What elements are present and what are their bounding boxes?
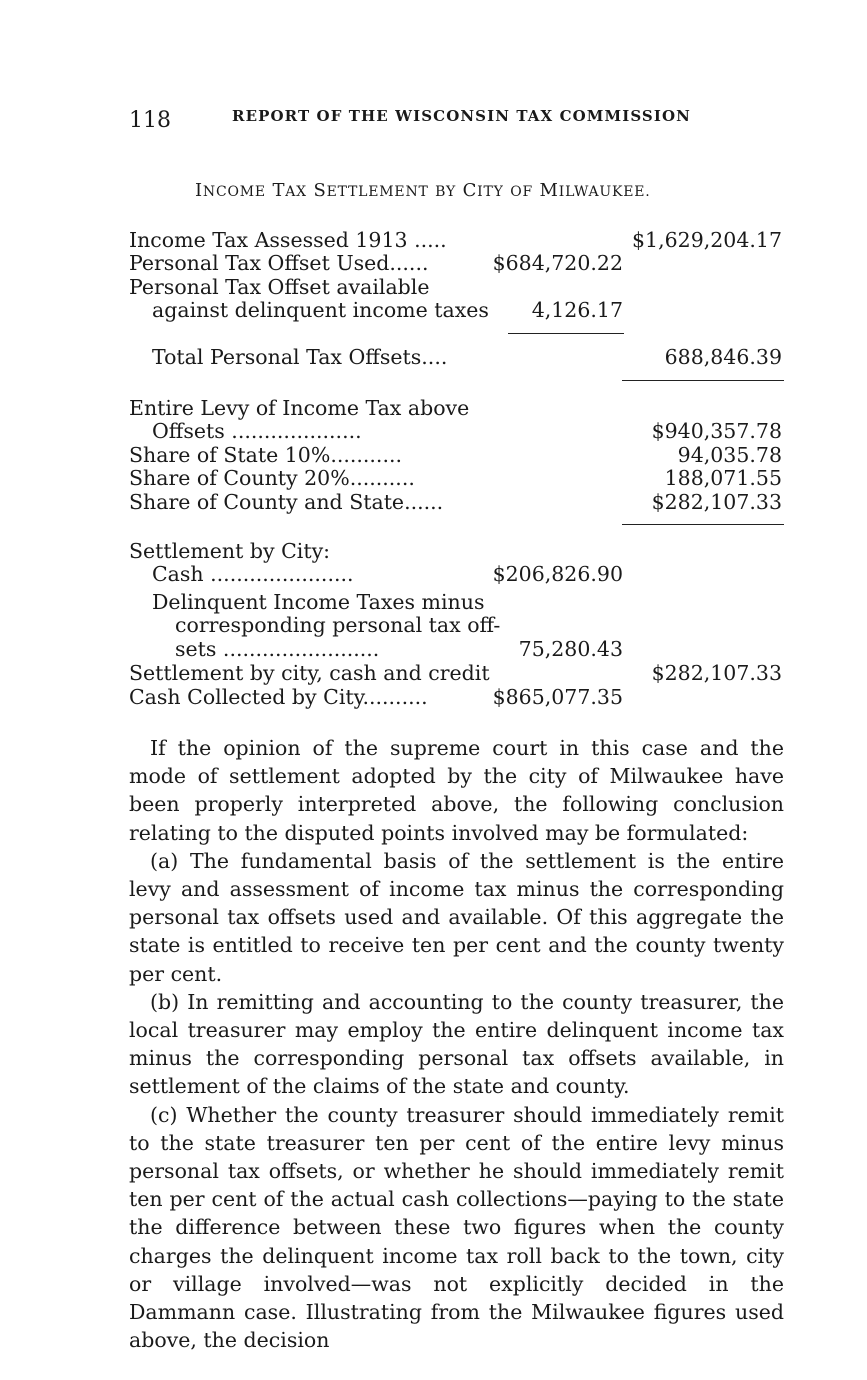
title-word: M <box>539 180 559 201</box>
title-word: ITY <box>477 184 504 200</box>
row-total: 94,035.78 <box>677 443 782 467</box>
title-word: ETTLEMENT <box>326 184 429 200</box>
row-label: Personal Tax Offset available <box>129 275 430 299</box>
table-title <box>195 180 651 201</box>
row-label: Share of County 20%.......... <box>129 466 415 490</box>
table-row <box>0 637 867 661</box>
paragraph-c: (c) Whether the county treasurer should immediately remit to the state treasurer ten per cent of the entire levy minus personal tax offsets, or whether he should immediately remit ten per cent of the actual cash collections—paying to the state the difference between these two figures when the county charges the delinquent income tax roll back to the town, city or village involved—was not explicitly decided in the Dammann case. Illustrating from the Milwaukee figures used above, the decision <box>129 1102 784 1353</box>
table-row <box>0 298 867 322</box>
row-label: Cash Collected by City.......... <box>129 685 428 709</box>
row-total: $940,357.78 <box>651 419 782 443</box>
row-label: Settlement by City: <box>129 539 331 563</box>
row-amount: 4,126.17 <box>531 298 623 322</box>
row-amount: $684,720.22 <box>492 251 623 275</box>
paragraph-a: (a) The fundamental basis of the settlement is the entire levy and assessment of income tax minus the corresponding personal tax offsets used and available. Of this aggregate the state is entitled to receive ten per cent and the county twenty per cent. <box>129 848 784 986</box>
page-number: 118 <box>129 108 171 133</box>
table-row <box>0 466 867 490</box>
table-row <box>0 419 867 443</box>
title-word: C <box>462 180 478 201</box>
table-row <box>0 685 867 709</box>
table-row <box>0 562 867 586</box>
row-label: Cash ...................... <box>152 562 354 586</box>
row-label: Personal Tax Offset Used...... <box>129 251 429 275</box>
row-total: 188,071.55 <box>664 466 782 490</box>
table-row <box>0 345 867 369</box>
title-word: ILWAUKEE. <box>558 184 651 200</box>
row-total: 688,846.39 <box>664 345 782 369</box>
table-row <box>0 539 867 563</box>
table-row <box>0 275 867 299</box>
row-label: against delinquent income taxes <box>152 298 489 322</box>
row-label: Income Tax Assessed 1913 ..... <box>129 228 447 252</box>
paragraph-intro: If the opinion of the supreme court in this case and the mode of settlement adopted by the city of Milwaukee have been properly interpreted above, the following conclusion relating to the disputed points involved may be formulated: <box>129 736 784 845</box>
row-label: Settlement by city, cash and credit <box>129 661 490 685</box>
body-text <box>129 734 784 1354</box>
row-amount: $206,826.90 <box>492 562 623 586</box>
row-label: Offsets .................... <box>152 419 362 443</box>
title-word: T <box>272 180 286 201</box>
title-word: OF <box>510 184 534 200</box>
row-label: Share of State 10%........... <box>129 443 402 467</box>
title-word: AX <box>285 184 307 200</box>
table-row <box>0 251 867 275</box>
table-row <box>0 443 867 467</box>
table-row <box>0 396 867 420</box>
paragraph-b: (b) In remitting and accounting to the county treasurer, the local treasurer may employ the entire delinquent income tax minus the corresponding personal tax offsets available, in settlement of the claims of the state and county. <box>129 989 784 1099</box>
row-label: Entire Levy of Income Tax above <box>129 396 470 420</box>
row-label: Total Personal Tax Offsets.... <box>152 345 448 369</box>
row-amount: $865,077.35 <box>492 685 623 709</box>
total-rule <box>622 380 784 381</box>
row-total: $282,107.33 <box>651 490 782 514</box>
title-word: NCOME <box>202 184 266 200</box>
row-amount: 75,280.43 <box>518 637 623 661</box>
title-word: BY <box>435 184 457 200</box>
table-row <box>0 613 867 637</box>
table-row <box>0 661 867 685</box>
table-row <box>0 490 867 514</box>
row-label: Delinquent Income Taxes minus <box>152 590 485 614</box>
table-row <box>0 590 867 614</box>
row-label: corresponding personal tax off- <box>175 613 501 637</box>
row-total: $1,629,204.17 <box>632 228 782 252</box>
title-word: S <box>313 180 327 201</box>
table-row <box>0 228 867 252</box>
row-label: sets ........................ <box>175 637 380 661</box>
running-head: REPORT OF THE WISCONSIN TAX COMMISSION <box>232 107 691 125</box>
title-word: I <box>195 180 203 201</box>
row-total: $282,107.33 <box>651 661 782 685</box>
total-rule <box>622 524 784 525</box>
subtotal-rule <box>508 333 624 334</box>
row-label: Share of County and State...... <box>129 490 444 514</box>
